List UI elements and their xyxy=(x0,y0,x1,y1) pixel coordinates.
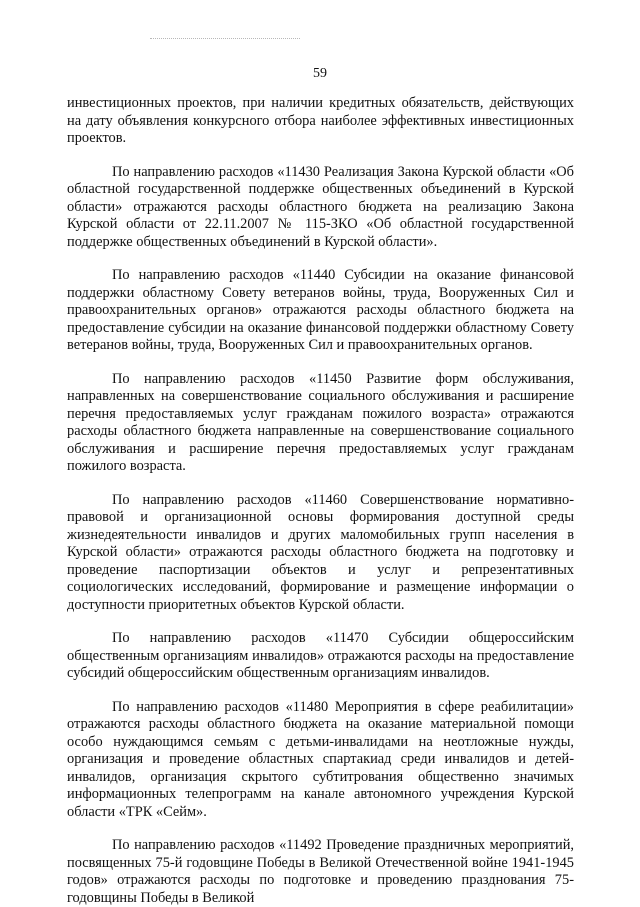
paragraph-11492: По направлению расходов «11492 Проведение праздничных мероприятий, посвященных 75-й годовщине Победы в Великой Отечественной войне 1941-1945 годов» отражаются расходы по подготовке и проведению празднования 75-годовщины Победы в Великой xyxy=(67,837,574,906)
paragraph-11440: По направлению расходов «11440 Субсидии на оказание финансовой поддержки областному Совету ветеранов войны, труда, Вооруженных Сил и правоохранительных органов» отражаются расходы областного бюджета на предоставление субсидии на оказание финансовой поддержки областному Совету ветеранов войны, труда, Вооруженных Сил и правоохранительных органов. xyxy=(67,267,574,353)
scan-artifact-dots xyxy=(150,38,300,42)
paragraph-11430: По направлению расходов «11430 Реализация Закона Курской области «Об областной государственной поддержке общественных объединений в Курской области» отражаются расходы областного бюджета на реализацию Закона Курской области от 22.11.2007 № 115-ЗКО «Об областной государственной поддержке общественных объединений в Курской области». xyxy=(67,163,574,250)
page-number: 59 xyxy=(313,66,327,81)
paragraph-11460: По направлению расходов «11460 Совершенствование нормативно-правовой и организационной основы формирования доступной среды жизнедеятельности инвалидов и других маломобильных групп населения в Курской области» отражаются расходы областного бюджета на подготовку и проведение паспортизации объектов и услуг и репрезентативных социологических исследований, формирование и размещение информации о доступности приоритетных объектов Курской области. xyxy=(67,491,574,613)
paragraph-11470: По направлению расходов «11470 Субсидии общероссийским общественным организациям инвалидов» отражаются расходы на предоставление субсидий общероссийским общественным организациям инвалидов. xyxy=(67,630,574,681)
document-body xyxy=(67,95,574,907)
paragraph-11480: По направлению расходов «11480 Мероприятия в сфере реабилитации» отражаются расходы областного бюджета на оказание материальной помощи особо нуждающимся семьям с детьми-инвалидами на неотложные нужды, организация и проведение областных спартакиад среди инвалидов и детей-инвалидов, организация скрытого субтитрования общественно значимых информационных телепрограмм на канале автономного учреждения Курской области «ТРК «Сейм». xyxy=(67,698,574,820)
paragraph-continued: инвестиционных проектов, при наличии кредитных обязательств, действующих на дату объявления конкурсного отбора наиболее эффективных инвестиционных проектов. xyxy=(67,95,574,146)
paragraph-11450: По направлению расходов «11450 Развитие форм обслуживания, направленных на совершенствование социального обслуживания и расширение перечня предоставляемых услуг гражданам пожилого возраста» отражаются расходы областного бюджета направленные на совершенствование социального обслуживания и расширение перечня предоставляемых услуг гражданам пожилого возраста. xyxy=(67,370,574,474)
